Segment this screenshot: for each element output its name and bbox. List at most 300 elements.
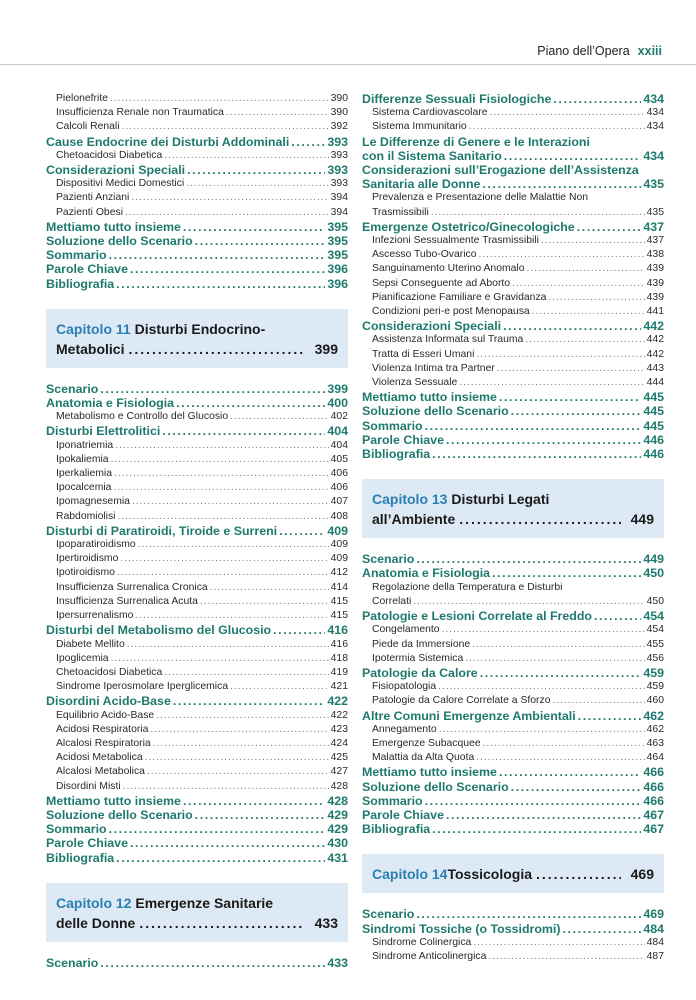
chapter-heading[interactable]: [46, 309, 348, 368]
toc-page-number: 409: [330, 539, 348, 551]
toc-heading-entry[interactable]: [46, 808, 348, 822]
toc-page-number: 393: [327, 163, 348, 178]
toc-heading-entry[interactable]: [46, 163, 348, 177]
toc-heading-entry[interactable]: [46, 694, 348, 708]
toc-heading-entry[interactable]: [46, 794, 348, 808]
toc-subentry[interactable]: [362, 652, 664, 666]
dot-leader: [127, 638, 329, 652]
toc-page-number: 439: [646, 263, 664, 275]
toc-entry-title: Insufficienza Surrenalica Cronica: [56, 581, 208, 593]
toc-page-number: 422: [327, 694, 348, 709]
toc-page-number: 439: [646, 291, 664, 303]
toc-heading-entry[interactable]: [46, 623, 348, 637]
toc-heading-entry[interactable]: [362, 907, 664, 921]
toc-page-number: 454: [643, 609, 664, 624]
toc-heading-entry[interactable]: [46, 822, 348, 836]
toc-heading-entry[interactable]: [46, 248, 348, 262]
toc-page-number: 412: [330, 567, 348, 579]
dot-leader: [273, 623, 325, 637]
toc-subentry[interactable]: [46, 92, 348, 106]
toc-subentry[interactable]: [362, 348, 664, 362]
dot-leader: [425, 419, 642, 433]
toc-subentry[interactable]: [362, 936, 664, 950]
dot-leader: [525, 333, 644, 347]
toc-entry-title: Trasmissibili: [372, 206, 429, 218]
toc-heading-entry[interactable]: [46, 220, 348, 234]
toc-entry-title: Parole Chiave: [46, 836, 128, 851]
toc-entry-title: Mettiamo tutto insieme: [46, 793, 181, 808]
toc-subentry[interactable]: [46, 538, 348, 552]
dot-leader: [115, 439, 328, 453]
toc-page-number: 459: [643, 665, 664, 680]
dot-leader: [164, 666, 328, 680]
toc-subentry[interactable]: [46, 410, 348, 424]
toc-heading-entry[interactable]: [362, 319, 664, 333]
toc-page-number: 455: [646, 638, 664, 650]
toc-page-number: 424: [330, 737, 348, 749]
dot-leader: [527, 262, 645, 276]
toc-subentry[interactable]: [46, 751, 348, 765]
toc-page-number: 445: [643, 390, 664, 405]
toc-entry-title: Assistenza Informata sul Trauma: [372, 334, 524, 346]
toc-subentry[interactable]: [362, 362, 664, 376]
toc-entry-title: Ipoglicemia: [56, 652, 109, 664]
chapter-page-number: 399: [314, 340, 338, 357]
dot-leader: [594, 609, 641, 623]
toc-subentry[interactable]: [46, 652, 348, 666]
dot-leader: [552, 694, 644, 708]
dot-leader: [162, 424, 325, 438]
toc-entry-title: Sanguinamento Uterino Anomalo: [372, 263, 525, 275]
toc-entry-title: Sindromi Tossiche (o Tossidromi): [362, 921, 561, 936]
toc-subentry[interactable]: [46, 149, 348, 163]
toc-heading-entry[interactable]: [46, 277, 348, 291]
toc-subentry[interactable]: [46, 737, 348, 751]
dot-leader: [113, 481, 328, 495]
dot-leader: [499, 390, 641, 404]
dot-leader: [416, 907, 641, 921]
dot-leader: [183, 220, 325, 234]
toc-entry-title: Pianificazione Familiare e Gravidanza: [372, 291, 547, 303]
dot-leader: [100, 382, 325, 396]
toc-subentry[interactable]: [46, 177, 348, 191]
toc-entry-title: Pazienti Anziani: [56, 192, 130, 204]
dot-leader: [116, 277, 325, 291]
toc-page-number: 466: [643, 793, 664, 808]
dot-leader: [110, 92, 329, 106]
toc-entry-title: Scenario: [362, 552, 415, 567]
toc-page-number: 442: [646, 348, 664, 360]
dot-leader: [439, 723, 645, 737]
toc-page-number: 408: [330, 510, 348, 522]
toc-subentry[interactable]: [46, 453, 348, 467]
toc-subentry[interactable]: [46, 581, 348, 595]
toc-page-number: 446: [643, 447, 664, 462]
toc-entry-title: Disturbi di Paratiroidi, Tiroide e Surreni: [46, 523, 278, 538]
toc-subentry[interactable]: [362, 737, 664, 751]
toc-heading-entry[interactable]: [362, 433, 664, 447]
toc-page-number: 392: [330, 121, 348, 133]
toc-entry-title: Ipotermia Sistemica: [372, 652, 464, 664]
toc-subentry[interactable]: [46, 723, 348, 737]
toc-heading-entry[interactable]: [362, 177, 664, 191]
chapter-title: Emergenze Sanitarie: [135, 894, 274, 911]
dot-leader: [442, 623, 645, 637]
dot-leader: [431, 206, 645, 220]
toc-entry-title: Pielonefrite: [56, 93, 108, 104]
toc-entry-title: Sindrome Anticolinergica: [372, 950, 487, 962]
toc-subentry[interactable]: [46, 765, 348, 779]
toc-subentry[interactable]: [46, 709, 348, 723]
dot-leader: [139, 913, 304, 933]
toc-subentry[interactable]: [362, 623, 664, 637]
toc-page-number: 442: [643, 319, 664, 334]
toc-subentry[interactable]: [362, 277, 664, 291]
toc-page-number: 396: [327, 276, 348, 291]
dot-leader: [117, 510, 328, 524]
toc-entry-line: Le Differenze di Genere e le Interazioni: [362, 134, 590, 149]
toc-entry-title: Ascesso Tubo-Ovarico: [372, 249, 477, 261]
toc-page-number: 462: [643, 708, 664, 723]
toc-page-number: 409: [330, 553, 348, 565]
toc-page-number: 419: [330, 666, 348, 678]
toc-heading-entry[interactable]: [362, 609, 664, 623]
toc-entry-title: Alcalosi Respiratoria: [56, 737, 151, 749]
toc-page-number: 443: [646, 362, 664, 374]
toc-page-number: 484: [643, 921, 664, 936]
toc-subentry[interactable]: [46, 552, 348, 566]
dot-leader: [145, 751, 329, 765]
dot-leader: [541, 234, 645, 248]
toc-entry-title: Ipoparatiroidismo: [56, 539, 136, 551]
toc-entry-title: Considerazioni Speciali: [362, 319, 502, 334]
dot-leader: [173, 694, 325, 708]
toc-page-number: 404: [330, 439, 348, 451]
toc-subentry[interactable]: [46, 510, 348, 524]
dot-leader: [138, 538, 329, 552]
chapter-number: Capitolo 13: [372, 491, 448, 508]
toc-subentry[interactable]: [362, 595, 664, 609]
dot-leader: [479, 248, 645, 262]
dot-leader: [100, 956, 325, 970]
toc-subentry[interactable]: [46, 680, 348, 694]
toc-page-number: 415: [330, 610, 348, 622]
toc-page-number: 450: [643, 566, 664, 581]
toc-heading-entry[interactable]: [46, 135, 348, 149]
toc-page-number: 423: [330, 723, 348, 735]
dot-leader: [117, 566, 329, 580]
chapter-title-line: [372, 864, 654, 884]
dot-leader: [153, 737, 329, 751]
toc-page-number: 454: [646, 624, 664, 636]
toc-entry-title: Fisiopatologia: [372, 681, 437, 693]
toc-subentry[interactable]: [46, 638, 348, 652]
toc-heading-entry[interactable]: [362, 794, 664, 808]
toc-heading-entry[interactable]: [362, 709, 664, 723]
toc-subentry[interactable]: [362, 751, 664, 765]
toc-page-number: 464: [646, 752, 664, 764]
toc-entry-title: Soluzione dello Scenario: [46, 807, 193, 822]
toc-heading-entry[interactable]: [362, 780, 664, 794]
toc-subentry[interactable]: [362, 262, 664, 276]
toc-page-number: 416: [327, 623, 348, 638]
chapter-heading[interactable]: [46, 883, 348, 942]
toc-entry-title: Diabete Mellito: [56, 638, 125, 650]
toc-entry-title: Disturbi del Metabolismo del Glucosio: [46, 623, 272, 638]
page-number: xxiii: [637, 44, 662, 58]
toc-subentry[interactable]: [362, 234, 664, 248]
toc-subentry[interactable]: [46, 595, 348, 609]
toc-entry-title: Piede da Immersione: [372, 638, 471, 650]
toc-page-number: 395: [327, 219, 348, 234]
toc-heading-entry[interactable]: [362, 666, 664, 680]
toc-entry-title: Emergenze Subacquee: [372, 737, 481, 749]
toc-subentry[interactable]: [46, 467, 348, 481]
toc-heading-entry[interactable]: [362, 765, 664, 779]
toc-entry-title: Ipomagnesemia: [56, 496, 130, 508]
toc-heading-entry[interactable]: [362, 566, 664, 580]
dot-leader: [536, 864, 621, 884]
toc-heading-entry[interactable]: [362, 552, 664, 566]
dot-leader: [446, 433, 641, 447]
toc-subentry[interactable]: [362, 950, 664, 964]
toc-entry-title: Mettiamo tutto insieme: [362, 765, 497, 780]
toc-subentry[interactable]: [46, 609, 348, 623]
chapter-title-line: [372, 509, 654, 529]
toc-subentry[interactable]: [362, 680, 664, 694]
dot-leader: [512, 277, 645, 291]
chapter-title-line: [372, 489, 654, 509]
toc-heading-entry[interactable]: [362, 149, 664, 163]
toc-entry-title: Scenario: [362, 907, 415, 922]
toc-entry-title: Iponatriemia: [56, 439, 114, 451]
toc-page-number: 434: [646, 121, 664, 133]
toc-page-number: 487: [646, 950, 664, 962]
dot-leader: [465, 652, 644, 666]
dot-leader: [497, 362, 645, 376]
toc-page-number: 434: [643, 92, 664, 106]
toc-subentry[interactable]: [46, 481, 348, 495]
chapter-page-number: 449: [630, 511, 654, 528]
dot-leader: [488, 950, 644, 964]
section-gap: [362, 836, 664, 854]
toc-entry-title: Scenario: [46, 955, 99, 970]
toc-heading-entry[interactable]: [362, 808, 664, 822]
toc-page-number: 418: [330, 652, 348, 664]
dot-leader: [116, 851, 325, 865]
dot-leader: [532, 305, 645, 319]
toc-entry-line: Considerazioni sull’Erogazione dell’Assistenza: [362, 163, 639, 178]
toc-entry-title: Iperkaliemia: [56, 468, 113, 480]
toc-subentry[interactable]: [362, 694, 664, 708]
toc-subentry[interactable]: [362, 305, 664, 319]
toc-subentry[interactable]: [46, 439, 348, 453]
toc-entry-title: Soluzione dello Scenario: [362, 779, 509, 794]
toc-page-number: 415: [330, 595, 348, 607]
toc-entry-title: Ipokaliemia: [56, 453, 109, 465]
dot-leader: [490, 106, 645, 120]
toc-entry-title: Ipotiroidismo: [56, 567, 115, 579]
chapter-title: Disturbi Legati: [451, 491, 550, 508]
running-header: [537, 44, 662, 58]
toc-heading-entry[interactable]: [362, 404, 664, 418]
toc-entry-title: Considerazioni Speciali: [46, 163, 186, 178]
toc-page-number: 405: [330, 453, 348, 465]
chapter-heading[interactable]: [362, 854, 664, 893]
toc-page-number: 428: [330, 780, 348, 792]
toc-page-number: 429: [327, 822, 348, 837]
toc-heading-entry[interactable]: [46, 956, 348, 970]
toc-entry-title: Congelamento: [372, 624, 440, 636]
toc-entry-title: Soluzione dello Scenario: [46, 234, 193, 249]
dot-leader: [230, 410, 329, 424]
chapter-number: Capitolo 14: [372, 866, 448, 883]
toc-entry-title: Sommario: [362, 418, 423, 433]
toc-entry-title: Chetoacidosi Diabetica: [56, 666, 163, 678]
dot-leader: [511, 780, 642, 794]
toc-heading-entry[interactable]: [362, 822, 664, 836]
dot-leader: [109, 248, 326, 262]
dot-leader: [150, 723, 328, 737]
dot-leader: [135, 609, 328, 623]
toc-page-number: 409: [327, 523, 348, 538]
dot-leader: [459, 376, 644, 390]
dot-leader: [130, 836, 325, 850]
toc-heading-entry[interactable]: [46, 234, 348, 248]
toc-heading-entry[interactable]: [46, 262, 348, 276]
dot-leader: [186, 177, 328, 191]
toc-entry-line: Regolazione della Temperatura e Disturbi: [372, 581, 563, 593]
chapter-title-line: [56, 319, 338, 339]
toc-heading-entry[interactable]: [362, 390, 664, 404]
dot-leader: [482, 177, 641, 191]
toc-subentry[interactable]: [46, 566, 348, 580]
toc-subentry[interactable]: [362, 248, 664, 262]
dot-leader: [473, 936, 644, 950]
chapter-title: Disturbi Endocrino-: [134, 320, 266, 337]
toc-subentry[interactable]: [362, 723, 664, 737]
dot-leader: [413, 595, 644, 609]
toc-page-number: 467: [643, 807, 664, 822]
toc-entry-title: Bibliografia: [46, 276, 115, 291]
toc-entry-title: Acidosi Metabolica: [56, 752, 143, 764]
toc-heading-entry[interactable]: [362, 220, 664, 234]
toc-entry-title: Calcoli Renali: [56, 121, 120, 133]
toc-page-number: 416: [330, 638, 348, 650]
toc-entry-title: Rabdomiolisi: [56, 510, 116, 522]
toc-entry-title: Sistema Cardiovascolare: [372, 107, 488, 119]
toc-entry-title: Infezioni Sessualmente Trasmissibili: [372, 235, 539, 247]
toc-subentry[interactable]: [362, 638, 664, 652]
toc-page-number: 430: [327, 836, 348, 851]
toc-subentry[interactable]: [362, 333, 664, 347]
toc-subentry[interactable]: [46, 106, 348, 120]
toc-heading-entry[interactable]: [46, 524, 348, 538]
toc-heading-entry[interactable]: [362, 92, 664, 106]
toc-entry-title: Dispositivi Medici Domestici: [56, 178, 185, 190]
toc-entry-title: Acidosi Respiratoria: [56, 723, 149, 735]
chapter-heading[interactable]: [362, 479, 664, 538]
toc-heading-entry[interactable]: [362, 419, 664, 433]
toc-heading-entry[interactable]: [46, 836, 348, 850]
toc-entry-title: Sepsi Conseguente ad Aborto: [372, 277, 511, 289]
toc-subentry[interactable]: [362, 106, 664, 120]
dot-leader: [123, 780, 329, 794]
toc-subentry[interactable]: [46, 191, 348, 205]
toc-page-number: 435: [643, 177, 664, 192]
dot-leader: [425, 794, 642, 808]
toc-entry-title: con il Sistema Sanitario: [362, 148, 502, 163]
toc-page-number: 442: [646, 334, 664, 346]
toc-entry-title: Annegamento: [372, 723, 437, 735]
toc-heading-entry[interactable]: [46, 396, 348, 410]
toc-subentry[interactable]: [46, 120, 348, 134]
dot-leader: [291, 135, 325, 149]
toc-entry-title: Mettiamo tutto insieme: [362, 390, 497, 405]
toc-entry-title: Correlati: [372, 595, 412, 607]
toc-subentry[interactable]: [362, 376, 664, 390]
toc-page-number: 390: [330, 107, 348, 119]
toc-entry-title: Sommario: [46, 248, 107, 263]
dot-leader: [176, 396, 325, 410]
dot-leader: [195, 808, 326, 822]
toc-entry-title: Mettiamo tutto insieme: [46, 219, 181, 234]
toc-subentry[interactable]: [46, 495, 348, 509]
toc-heading-entry[interactable]: [46, 851, 348, 865]
dot-leader: [132, 495, 329, 509]
toc-page-number: 395: [327, 248, 348, 263]
toc-page-number: 484: [646, 936, 664, 948]
toc-entry-title: Parole Chiave: [362, 432, 444, 447]
toc-page-number: 439: [646, 277, 664, 289]
dot-leader: [432, 822, 641, 836]
toc-page-number: 437: [643, 219, 664, 234]
toc-subentry[interactable]: [46, 666, 348, 680]
toc-entry-title: Insufficienza Renale non Traumatica: [56, 107, 224, 119]
toc-page-number: 460: [646, 695, 664, 707]
toc-entry-title: Pazienti Obesi: [56, 206, 123, 218]
toc-subentry[interactable]: [46, 780, 348, 794]
toc-page-number: 431: [327, 850, 348, 865]
toc-subentry[interactable]: [362, 120, 664, 134]
toc-page-number: 445: [643, 418, 664, 433]
toc-heading-entry[interactable]: [362, 447, 664, 461]
chapter-page-number: 433: [314, 914, 338, 931]
toc-page-number: 433: [327, 955, 348, 970]
dot-leader: [156, 709, 328, 723]
toc-heading-entry[interactable]: [46, 382, 348, 396]
toc-subentry[interactable]: [46, 206, 348, 220]
toc-subentry[interactable]: [362, 291, 664, 305]
toc-entry-title: Ipocalcemia: [56, 482, 112, 494]
dot-leader: [548, 291, 644, 305]
toc-page-number: 467: [643, 822, 664, 837]
dot-leader: [111, 652, 329, 666]
dot-leader: [111, 453, 329, 467]
chapter-title-line: [56, 339, 338, 359]
chapter-title-cont: all’Ambiente: [372, 511, 456, 528]
toc-page-number: 406: [330, 468, 348, 480]
toc-page-number: 441: [646, 306, 664, 318]
toc-subentry[interactable]: [362, 206, 664, 220]
toc-entry-title: Scenario: [46, 381, 99, 396]
toc-heading-entry[interactable]: [362, 922, 664, 936]
toc-heading-entry[interactable]: [46, 424, 348, 438]
book-section-title: Piano dell’Opera: [537, 44, 630, 58]
toc-entry-title: Sistema Immunitario: [372, 121, 467, 133]
chapter-title: Tossicologia: [447, 866, 533, 883]
dot-leader: [499, 765, 641, 779]
